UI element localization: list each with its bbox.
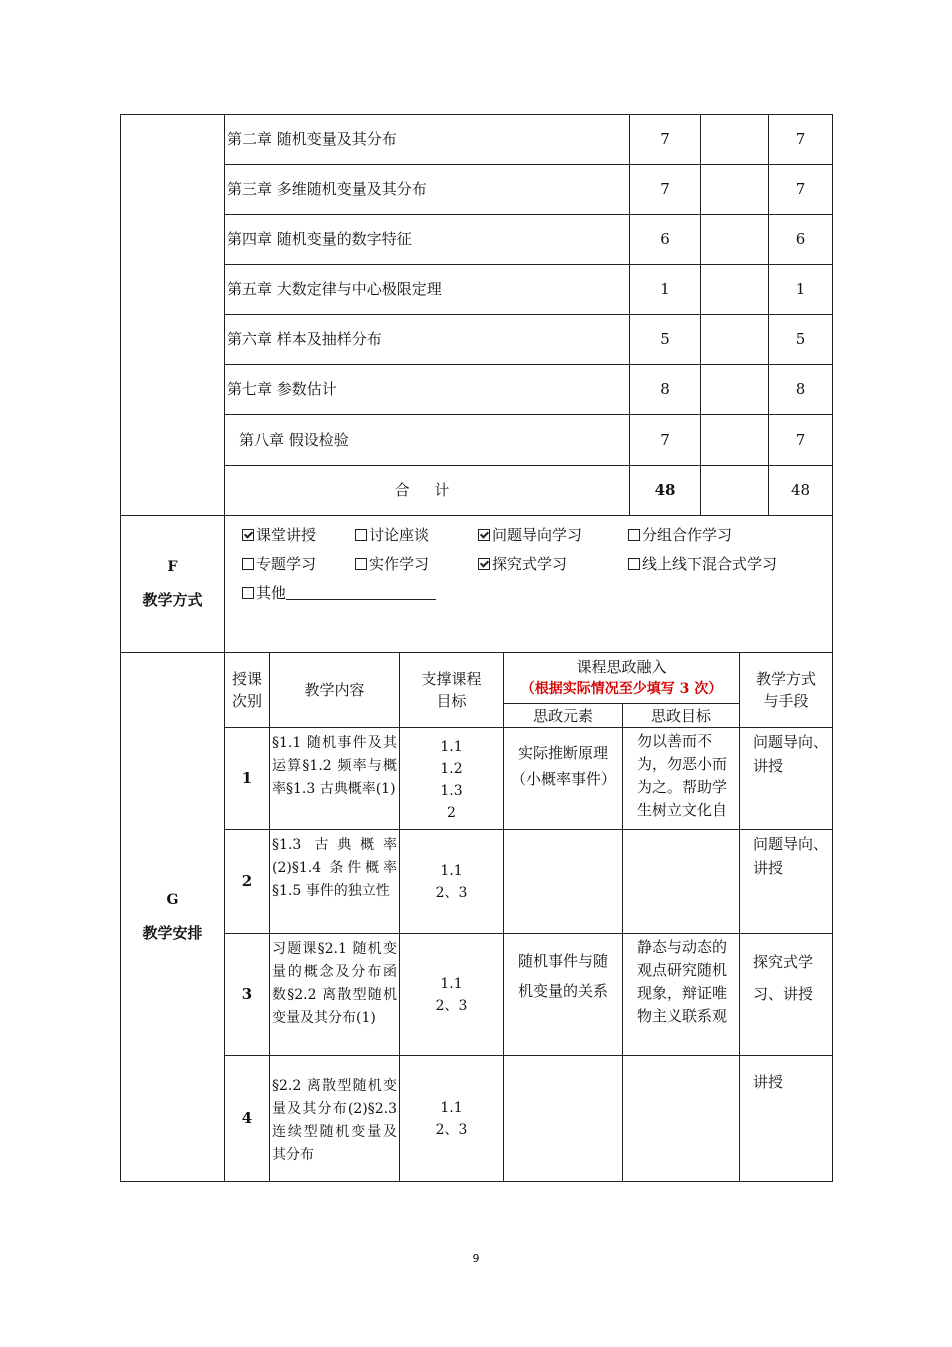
checkbox-icon[interactable] bbox=[242, 587, 254, 599]
checkbox-icon[interactable] bbox=[355, 558, 367, 570]
checkbox-icon[interactable] bbox=[355, 529, 367, 541]
checkbox-checked-icon[interactable] bbox=[478, 529, 490, 541]
session-number: 3 bbox=[225, 934, 270, 1056]
schedule-table bbox=[120, 652, 833, 1182]
method-option[interactable]: 探究式学习 bbox=[478, 553, 567, 576]
section-letter: F bbox=[167, 558, 178, 575]
section-f-label bbox=[121, 516, 225, 653]
header-mode: 教学方式与手段 bbox=[740, 653, 833, 728]
checkbox-checked-icon[interactable] bbox=[242, 529, 254, 541]
total-row bbox=[121, 466, 833, 516]
teaching-method-row bbox=[121, 516, 833, 653]
hours-value: 7 bbox=[630, 165, 701, 215]
chapter-row bbox=[121, 115, 833, 165]
checkbox-icon[interactable] bbox=[628, 558, 640, 570]
hours-value: 7 bbox=[769, 415, 833, 466]
session-targets: 1.1 2、3 bbox=[400, 934, 504, 1056]
hours-value bbox=[701, 315, 769, 365]
hours-value bbox=[701, 265, 769, 315]
session-targets: 1.1 2、3 bbox=[400, 830, 504, 934]
method-option[interactable]: 实作学习 bbox=[355, 553, 429, 576]
method-option[interactable]: 分组合作学习 bbox=[628, 524, 732, 547]
chapter-name: 第八章 假设检验 bbox=[225, 415, 630, 466]
section-name: 教学方式 bbox=[142, 590, 203, 609]
section-letter: G bbox=[166, 891, 179, 908]
chapter-name: 第七章 参数估计 bbox=[225, 365, 630, 415]
schedule-row bbox=[121, 934, 833, 1056]
header-ideology-note: （根据实际情况至少填写 3 次） bbox=[520, 681, 723, 697]
teaching-mode: 问题导向、讲授 bbox=[740, 830, 833, 934]
ideology-goal: 静态与动态的观点研究随机现象，辩证唯物主义联系观 bbox=[623, 934, 740, 1056]
ideology-goal bbox=[623, 830, 740, 934]
session-content: §2.2 离散型随机变量及其分布(2)§2.3 连续型随机变量及其分布 bbox=[270, 1056, 400, 1182]
schedule-row bbox=[121, 830, 833, 934]
checkbox-icon[interactable] bbox=[628, 529, 640, 541]
method-option-other[interactable]: 其他 bbox=[242, 582, 436, 605]
method-option[interactable]: 课堂讲授 bbox=[242, 524, 316, 547]
hours-value: 1 bbox=[769, 265, 833, 315]
ideology-element: 随机事件与随机变量的关系 bbox=[504, 934, 623, 1056]
method-option[interactable]: 专题学习 bbox=[242, 553, 316, 576]
hours-value bbox=[701, 365, 769, 415]
session-number: 4 bbox=[225, 1056, 270, 1182]
method-option[interactable]: 讨论座谈 bbox=[355, 524, 429, 547]
header-session: 授课次别 bbox=[225, 653, 270, 728]
method-option[interactable]: 问题导向学习 bbox=[478, 524, 582, 547]
header-goal: 思政目标 bbox=[623, 704, 740, 728]
session-content: §1.1 随机事件及其运算§1.2 频率与概率§1.3 古典概率(1) bbox=[270, 728, 400, 830]
section-g-label bbox=[121, 653, 225, 1182]
chapter-name: 第二章 随机变量及其分布 bbox=[225, 115, 630, 165]
ideology-element: 实际推断原理（小概率事件） bbox=[504, 728, 623, 830]
header-element: 思政元素 bbox=[504, 704, 623, 728]
total-value: 48 bbox=[630, 466, 701, 516]
session-number: 2 bbox=[225, 830, 270, 934]
session-content: §1.3 古典概率(2)§1.4 条件概率§1.5 事件的独立性 bbox=[270, 830, 400, 934]
checkbox-checked-icon[interactable] bbox=[478, 558, 490, 570]
hours-value: 7 bbox=[630, 415, 701, 466]
chapter-name: 第四章 随机变量的数字特征 bbox=[225, 215, 630, 265]
teaching-method-options bbox=[225, 516, 833, 653]
chapter-row bbox=[121, 365, 833, 415]
chapter-name: 第三章 多维随机变量及其分布 bbox=[225, 165, 630, 215]
schedule-row bbox=[121, 728, 833, 830]
session-number: 1 bbox=[225, 728, 270, 830]
header-ideology-title: 课程思政融入 bbox=[576, 658, 667, 676]
hours-value: 6 bbox=[630, 215, 701, 265]
chapter-row bbox=[121, 215, 833, 265]
method-option[interactable]: 线上线下混合式学习 bbox=[628, 553, 777, 576]
teaching-mode: 讲授 bbox=[740, 1056, 833, 1182]
header-content: 教学内容 bbox=[270, 653, 400, 728]
total-value bbox=[701, 466, 769, 516]
ideology-element bbox=[504, 830, 623, 934]
chapter-row bbox=[121, 165, 833, 215]
hours-value: 7 bbox=[769, 165, 833, 215]
hours-value: 8 bbox=[630, 365, 701, 415]
header-ideology bbox=[504, 653, 740, 704]
hours-value: 5 bbox=[630, 315, 701, 365]
checkbox-icon[interactable] bbox=[242, 558, 254, 570]
session-targets: 1.1 2、3 bbox=[400, 1056, 504, 1182]
hours-value: 5 bbox=[769, 315, 833, 365]
header-row bbox=[121, 653, 833, 704]
header-target: 支撑课程目标 bbox=[400, 653, 504, 728]
hours-table bbox=[120, 114, 833, 653]
hours-value bbox=[701, 115, 769, 165]
blank-label-cell bbox=[121, 115, 225, 516]
teaching-mode: 探究式学习、讲授 bbox=[740, 934, 833, 1056]
hours-value bbox=[701, 165, 769, 215]
teaching-mode: 问题导向、讲授 bbox=[740, 728, 833, 830]
hours-value: 8 bbox=[769, 365, 833, 415]
page-number: 9 bbox=[472, 1252, 480, 1265]
total-value: 48 bbox=[769, 466, 833, 516]
chapter-row bbox=[121, 415, 833, 466]
hours-value: 6 bbox=[769, 215, 833, 265]
section-name: 教学安排 bbox=[142, 923, 203, 942]
ideology-goal: 勿以善而不为，勿恶小而为之。帮助学生树立文化自 bbox=[623, 728, 740, 830]
ideology-goal bbox=[623, 1056, 740, 1182]
hours-value bbox=[701, 215, 769, 265]
ideology-element bbox=[504, 1056, 623, 1182]
session-targets: 1.1 1.2 1.3 2 bbox=[400, 728, 504, 830]
session-content: 习题课§2.1 随机变量的概念及分布函数§2.2 离散型随机变量及其分布(1) bbox=[270, 934, 400, 1056]
schedule-row bbox=[121, 1056, 833, 1182]
chapter-name: 第五章 大数定律与中心极限定理 bbox=[225, 265, 630, 315]
hours-value: 7 bbox=[630, 115, 701, 165]
hours-value: 7 bbox=[769, 115, 833, 165]
other-blank-line[interactable] bbox=[286, 583, 436, 600]
chapter-name: 第六章 样本及抽样分布 bbox=[225, 315, 630, 365]
chapter-row bbox=[121, 315, 833, 365]
total-label: 合 计 bbox=[225, 466, 630, 516]
chapter-row bbox=[121, 265, 833, 315]
hours-value bbox=[701, 415, 769, 466]
hours-value: 1 bbox=[630, 265, 701, 315]
